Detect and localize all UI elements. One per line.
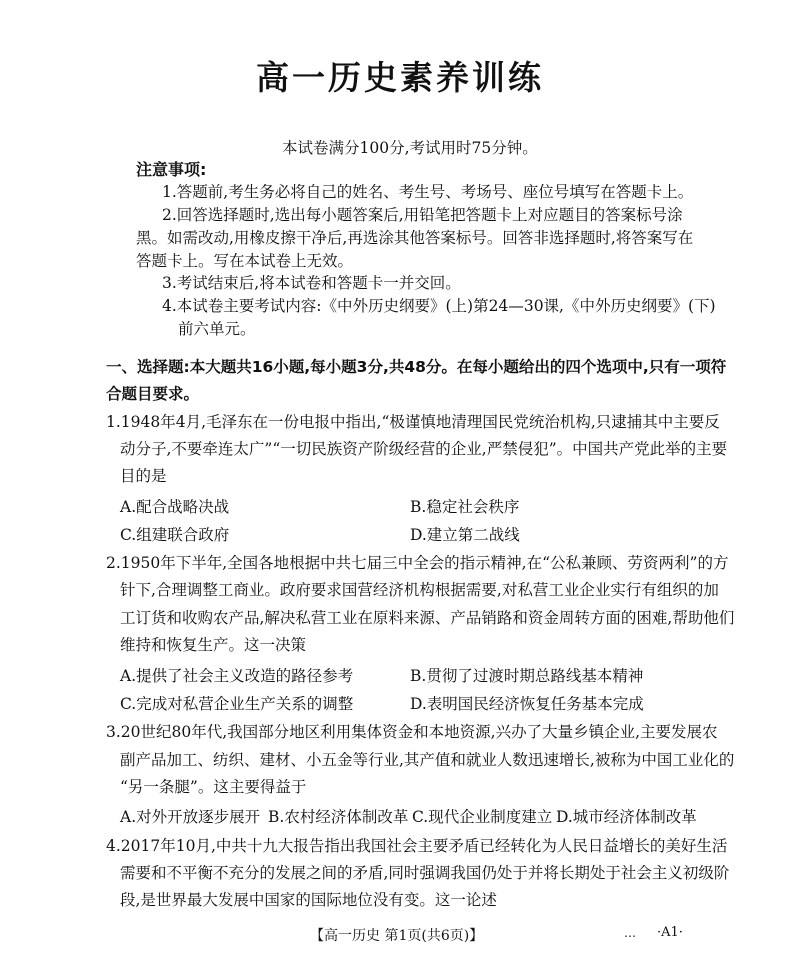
page-title: 高一历史素养训练	[256, 58, 544, 97]
question-2-option-b: B.贯彻了过渡时期总路线基本精神	[410, 667, 644, 685]
notice-line: 前六单元。	[178, 320, 256, 338]
question-1-text: 目的是	[120, 467, 167, 485]
notice-heading: 注意事项:	[136, 160, 207, 179]
question-2-option-a: A.提供了社会主义改造的路径参考	[120, 667, 354, 685]
question-2-text: 维持和恢复生产。这一决策	[120, 636, 307, 654]
question-2-text: 2.1950年下半年,全国各地根据中共七届三中全会的指示精神,在“公私兼顾、劳资两利”的方	[106, 554, 729, 572]
question-3-text: 副产品加工、纺织、建材、小五金等行业,其产值和就业人数迅速增长,被称为中国工业化的	[120, 751, 735, 769]
question-1-option-b: B.稳定社会秩序	[410, 498, 520, 516]
footer-mark: …	[624, 926, 636, 940]
question-4-text: 段,是世界最大发展中国家的国际地位没有变。这一论述	[120, 891, 497, 909]
exam-info: 本试卷满分100分,考试用时75分钟。	[282, 139, 538, 157]
question-4-text: 4.2017年10月,中共十九大报告指出我国社会主要矛盾已经转化为人民日益增长的美好生活	[106, 837, 728, 855]
question-3-text: 3.20世纪80年代,我国部分地区利用集体资金和本地资源,兴办了大量乡镇企业,主要发展农	[106, 723, 718, 741]
notice-line: 2.回答选择题时,选出每小题答案后,用铅笔把答题卡上对应题目的答案标号涂	[162, 206, 683, 224]
question-1-text: 动分子,不要牵连太广”“一切民族资产阶级经营的企业,严禁侵犯”。中国共产党此举的主要	[120, 440, 728, 458]
question-4-text: 需要和不平衡不充分的发展之间的矛盾,同时强调我国仍处于并将长期处于社会主义初级阶	[120, 864, 730, 882]
question-1-option-a: A.配合战略决战	[120, 498, 230, 516]
notice-line: 3.考试结束后,将本试卷和答题卡一并交回。	[162, 274, 461, 292]
question-1-option-d: D.建立第二战线	[410, 526, 520, 544]
question-3-option-c: C.现代企业制度建立	[412, 808, 553, 826]
notice-line: 4.本试卷主要考试内容:《中外历史纲要》(上)第24—30课,《中外历史纲要》(下)	[162, 297, 716, 315]
question-2-option-d: D.表明国民经济恢复任务基本完成	[410, 695, 644, 713]
question-3-text: “另一条腿”。这主要得益于	[120, 778, 307, 796]
section-heading: 一、选择题:本大题共16小题,每小题3分,共48分。在每小题给出的四个选项中,只有一项符	[106, 358, 727, 376]
question-3-option-d: D.城市经济体制改革	[556, 808, 697, 826]
notice-line: 1.答题前,考生务必将自己的姓名、考生号、考场号、座位号填写在答题卡上。	[162, 183, 694, 201]
question-3-option-a: A.对外开放逐步展开	[120, 808, 261, 826]
page-number: 【高一历史 第1页(共6页)】	[310, 928, 484, 944]
question-2-text: 针下,合理调整工商业。政府要求国营经济机构根据需要,对私营工业企业实行有组织的加	[120, 581, 719, 599]
notice-line: 答题卡上。写在本试卷上无效。	[136, 252, 354, 270]
question-2-text: 工订货和收购农产品,解决私营工业在原料来源、产品销路和资金周转方面的困难,帮助他们	[120, 609, 735, 627]
section-heading: 合题目要求。	[106, 385, 200, 403]
question-1-option-c: C.组建联合政府	[120, 526, 230, 544]
question-2-option-c: C.完成对私营企业生产关系的调整	[120, 695, 354, 713]
question-1-text: 1.1948年4月,毛泽东在一份电报中指出,“极谨慎地清理国民党统治机构,只逮捕其中主要反	[106, 413, 720, 431]
paper-code: ·A1·	[657, 925, 683, 940]
question-3-option-b: B.农村经济体制改革	[268, 808, 409, 826]
notice-line: 黑。如需改动,用橡皮擦干净后,再选涂其他答案标号。回答非选择题时,将答案写在	[136, 229, 694, 247]
